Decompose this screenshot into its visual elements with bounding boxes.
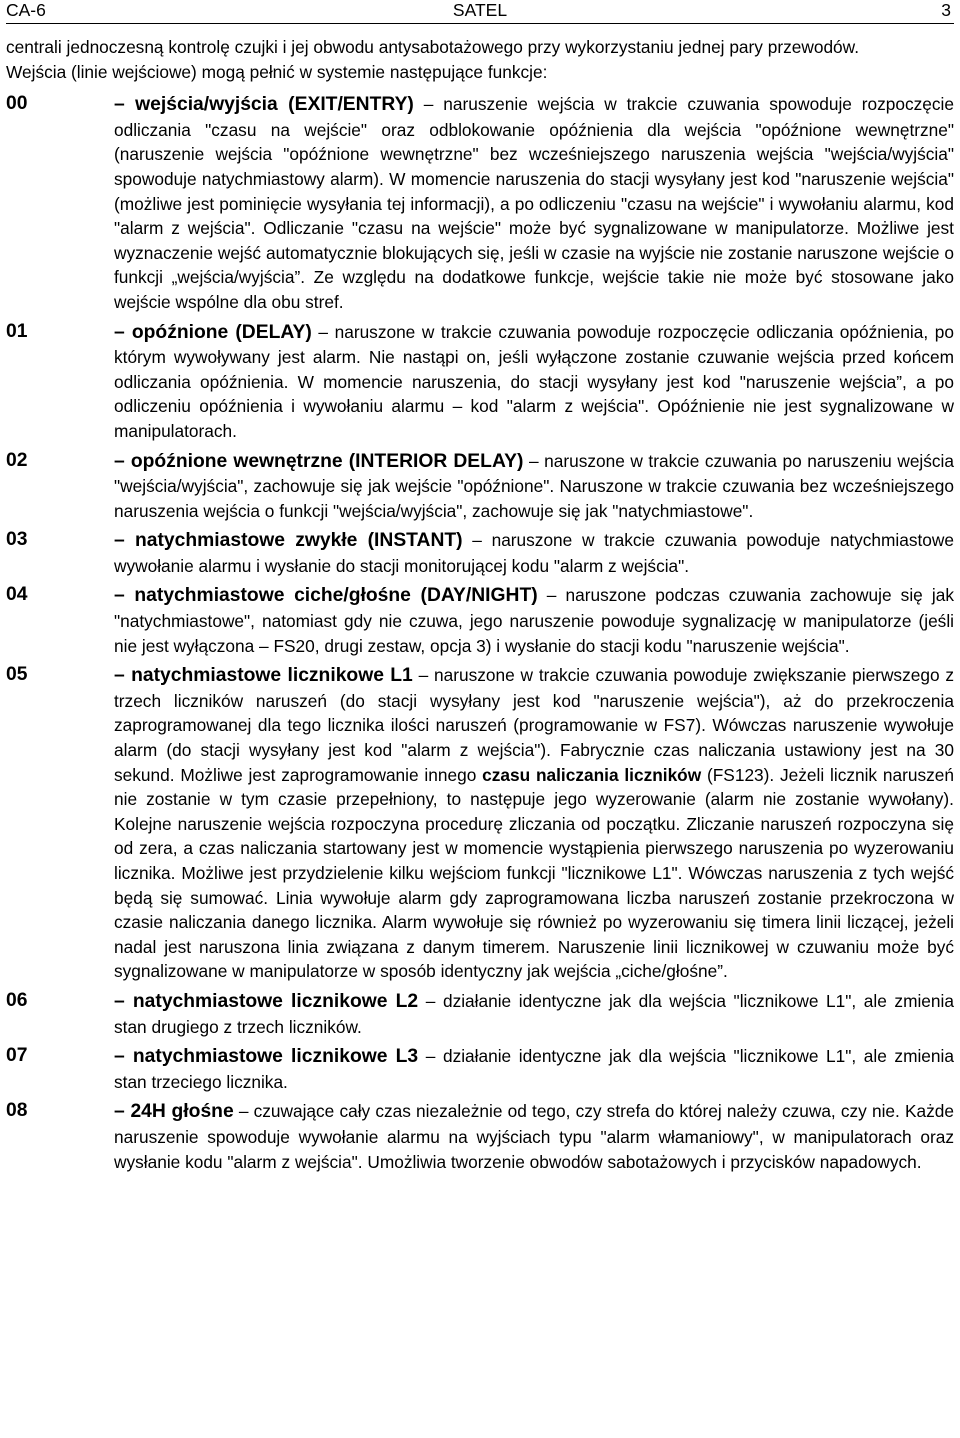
function-item-03 (6, 528, 954, 578)
function-item-00 (6, 92, 954, 314)
item-title-text: wejścia/wyjścia (EXIT/ENTRY) (135, 94, 414, 116)
item-description (114, 583, 954, 658)
item-text-part-b: (FS123). Jeżeli licznik naruszeń nie zostanie w tym czasie przepełniony, to następuje jego wyzerowanie (alarm nie zostanie wywołany). Kolejne naruszenie wejścia rozpoczyna procedurę zliczania od początku. Zliczanie naruszeń rozpoczyna się od zera, a czas naliczania startowany jest w momencie wystąpienia pierwszego naruszenia po wyzerowaniu licznika. Możliwe jest przydzielenie kilku wejściom funkcji "licznikowe L1". Wówczas naruszenia z tych wejść będą się sumować. Linia wywołuje alarm gdy zaprogramowana liczba naruszeń zostanie przekroczona w czasie naliczania danego licznika. Alarm wywołuje się również po wyzerowaniu się timera linii liczącej, jeżeli nadal jest naruszona linia związana z danym timerem. Naruszenie linii licznikowej w czuwaniu może być sygnalizowane w manipulatorze w sposób identyczny jak wejścia „ciche/głośne”. (114, 764, 954, 982)
item-dash: – (114, 94, 125, 116)
item-number: 02 (6, 449, 28, 471)
item-dash: – (114, 530, 125, 552)
item-text: działanie identyczne jak dla wejścia "licznikowe L1", ale zmienia stan drugiego z trzech liczników. (114, 990, 954, 1037)
item-title (114, 665, 413, 686)
item-dash: – (114, 1046, 125, 1068)
item-dash-sep: – (318, 321, 329, 342)
item-title-text: natychmiastowe licznikowe L3 (132, 1046, 419, 1068)
item-dash-sep: – (425, 990, 436, 1011)
item-title (114, 991, 418, 1012)
item-dash-sep: – (238, 1101, 249, 1122)
item-description (114, 1044, 954, 1094)
item-title (114, 530, 463, 551)
item-text: naruszone w trakcie czuwania powoduje natychmiastowe wywołanie alarmu i wysłanie do stacji monitorującej kodu "alarm z wejścia". (114, 530, 954, 576)
item-dash-sep: – (546, 585, 557, 606)
document-body (6, 35, 954, 1174)
item-description (114, 320, 954, 444)
item-number: 08 (6, 1100, 28, 1122)
item-text: naruszone w trakcie czuwania powoduje rozpoczęcie odliczania opóźnienia, po którym wywoływany jest alarm. Nie nastąpi on, jeśli wyłączone zostanie czuwanie wejścia przed końcem odliczania opóźnienia. W momencie naruszenia, do stacji wysyłany jest kod "naruszenie wejścia”, a po odliczeniu opóźnienia i wywołaniu alarmu – kod "alarm z wejścia". Opóźnienie nie jest sygnalizowane w manipulatorach. (114, 321, 954, 441)
item-text: naruszone w trakcie czuwania po naruszeniu wejścia "wejścia/wyjścia", zachowuje się jak wejście "opóźnione". Naruszone w trakcie czuwania bez wcześniejszego naruszenia wejścia o funkcji "wejścia/wyjścia", zachowuje się jak "natychmiastowe". (114, 450, 954, 521)
item-number: 00 (6, 93, 28, 115)
item-number: 03 (6, 529, 28, 551)
item-dash-sep: – (528, 450, 539, 471)
function-item-05 (6, 663, 954, 984)
item-title-text: natychmiastowe licznikowe L1 (131, 665, 413, 687)
function-item-02 (6, 449, 954, 524)
item-title (114, 451, 523, 472)
header-brand: SATEL (452, 0, 508, 20)
item-description (114, 989, 954, 1039)
item-description (114, 663, 954, 984)
item-title (114, 322, 312, 343)
intro-lead: Wejścia (linie wejściowe) mogą pełnić w systemie następujące funkcje: (6, 61, 548, 82)
item-title-text: natychmiastowe licznikowe L2 (132, 990, 419, 1012)
item-title (114, 1046, 418, 1067)
item-number: 05 (6, 664, 28, 686)
item-number: 07 (6, 1045, 28, 1067)
item-title-text: 24H głośne (130, 1101, 234, 1123)
item-text: naruszone podczas czuwania zachowuje się jak "natychmiastowe", natomiast gdy nie czuwa, jego naruszenie powoduje sygnalizację w manipulatorze (jeśli nie jest wyłączona – FS20, drugi zestaw, opcja 3) i wysłanie do stacji kodu "naruszenie wejścia". (114, 585, 954, 656)
item-dash: – (114, 321, 125, 343)
item-dash-sep: – (423, 94, 434, 115)
item-dash: – (114, 990, 125, 1012)
item-text: czuwające cały czas niezależnie od tego, czy strefa do której należy czuwa, czy nie. Każde naruszenie spowoduje wywołanie alarmu na wyjściach typu "alarm włamaniowy", w manipulatorach oraz wysłanie kodu "alarm z wejścia". Umożliwia tworzenie obwodów sabotażowych i przycisków napadowych. (114, 1101, 954, 1172)
item-dash-sep: – (425, 1046, 436, 1067)
function-item-06 (6, 989, 954, 1039)
intro-continuation: centrali jednoczesną kontrolę czujki i jej obwodu antysabotażowego przy wykorzystaniu jednej pary przewodów. (6, 37, 859, 57)
item-dash: – (114, 665, 125, 687)
function-item-08 (6, 1099, 954, 1174)
header-page-number: 3 (941, 0, 951, 20)
item-title-text: opóźnione wewnętrzne (INTERIOR DELAY) (130, 450, 524, 472)
function-item-04 (6, 583, 954, 658)
item-description (114, 1099, 954, 1174)
item-text-part-a: naruszone w trakcie czuwania powoduje zwiększanie pierwszego z trzech liczników naruszeń (do stacji wysyłany jest kod "naruszenie wejścia"), aż do przekroczenia zaprogramowanej dla tego licznika ilości naruszeń (programowanie w FS7). Wówczas naruszenie wywołuje alarm (do stacji wysyłany jest kod "alarm z wejścia"). Fabrycznie czas naliczania ustawiony jest na 30 sekund. Możliwe jest zaprogramowanie innego (114, 665, 954, 785)
item-text: działanie identyczne jak dla wejścia "licznikowe L1", ale zmienia stan trzeciego licznika. (114, 1046, 954, 1092)
item-text: naruszenie wejścia w trakcie czuwania spowoduje rozpoczęcie odliczania "czasu na wejście" oraz odblokowanie opóźnienia dla wejścia "opóźnione wewnętrzne" (naruszenie wejścia "opóźnione wewnętrzne" bez wcześniejszego naruszenia wejścia "wejścia/wyjścia" spowoduje natychmiastowy alarm). W momencie naruszenia do stacji wysyłany jest kod "naruszenie wejścia" (możliwe jest pominięcie wysyłania tej informacji), a po odliczeniu "czasu na wejście" i wywołaniu alarmu, kod "alarm z wejścia". Odliczanie "czasu na wejście" może być sygnalizowane w manipulatorze. Możliwe jest wyznaczenie wejść automatycznie blokujących się, jeśli w czasie na wyjście nie zostanie naruszone wejście o funkcji „wejścia/wyjścia”. Ze względu na dodatkowe funkcje, wejście takie nie może być stosowane jako wejście wspólne dla obu stref. (114, 94, 954, 312)
item-dash-sep: – (418, 665, 429, 686)
item-title (114, 1101, 234, 1122)
item-title (114, 585, 538, 606)
item-description (114, 92, 954, 314)
header-manual-code: CA-6 (6, 0, 46, 20)
item-dash: – (114, 450, 125, 472)
item-dash: – (114, 585, 125, 607)
item-bold-term: czasu naliczania liczników (482, 764, 702, 785)
item-dash-sep: – (472, 530, 482, 551)
page-header (6, 0, 954, 24)
item-title-text: opóźnione (DELAY) (131, 321, 312, 343)
item-description (114, 528, 954, 578)
item-title (114, 94, 414, 115)
item-title-text: natychmiastowe zwykłe (INSTANT) (134, 530, 463, 552)
function-item-01 (6, 320, 954, 444)
item-number: 04 (6, 584, 28, 606)
item-title-text: natychmiastowe ciche/głośne (DAY/NIGHT) (134, 585, 538, 607)
function-item-07 (6, 1044, 954, 1094)
item-description (114, 449, 954, 524)
item-number: 06 (6, 989, 28, 1011)
item-number: 01 (6, 320, 28, 342)
item-dash: – (114, 1101, 125, 1123)
